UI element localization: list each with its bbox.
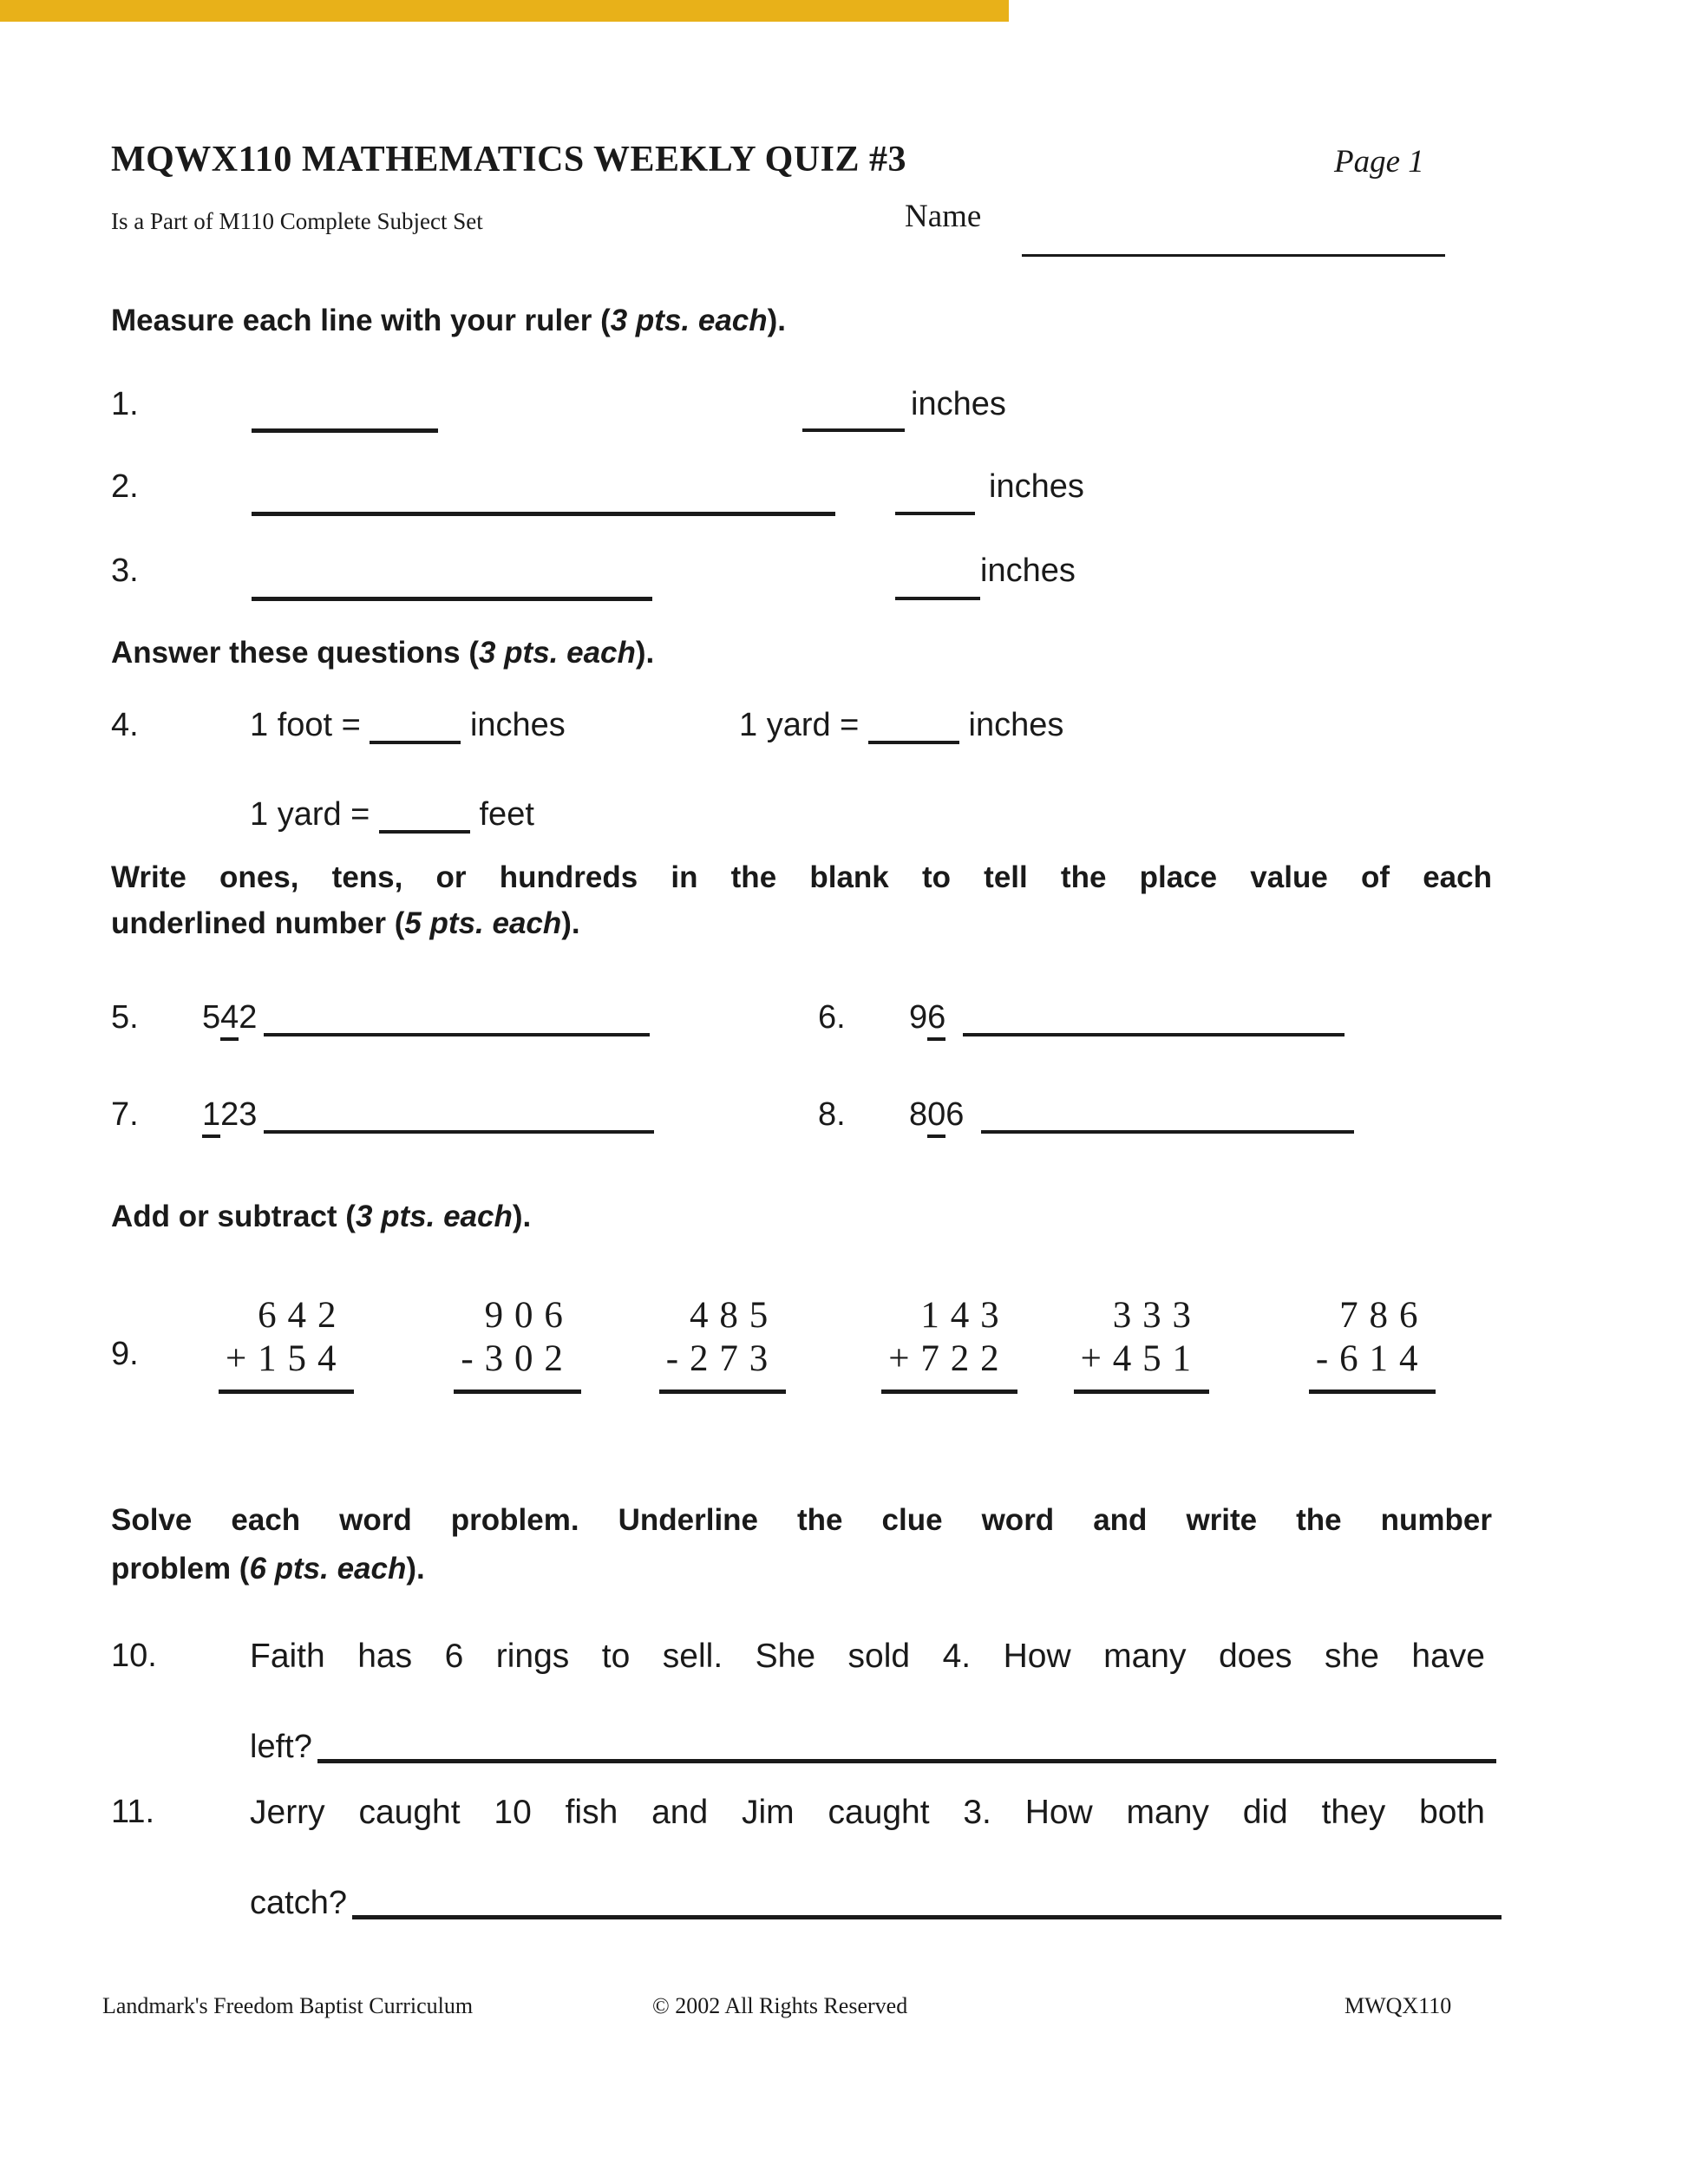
item-1-unit: inches: [911, 386, 1006, 422]
item-11-answer-row: [250, 1885, 1502, 1922]
item-11-text: Jerry caught 10 fish and Jim caught 3. How many did they both: [250, 1794, 1485, 1831]
questions-section-heading: Answer these questions (3 pts. each).: [111, 636, 655, 670]
item-10-answer-label: left?: [250, 1729, 312, 1765]
page-number-label: Page 1: [1334, 144, 1424, 180]
footer-copyright: © 2002 All Rights Reserved: [652, 1993, 908, 2018]
measure-line-3: [252, 597, 652, 601]
arithmetic-problem-6: 786 -614: [1309, 1294, 1436, 1394]
item-5: 5. 542: [111, 999, 650, 1036]
scan-artifact-strip: [0, 0, 1009, 22]
measure-line-1: [252, 428, 438, 433]
measure-line-2: [252, 512, 835, 516]
item-1-number: 1.: [111, 386, 139, 422]
answer-blank-foot-inches: [370, 715, 461, 744]
answer-blank-1: [802, 428, 905, 432]
item-4-number: 4.: [111, 707, 139, 743]
item-9-number: 9.: [111, 1336, 139, 1372]
word-problems-heading-line2: problem (6 pts. each).: [111, 1552, 425, 1586]
answer-blank-11: [352, 1915, 1502, 1919]
place-value-heading-line2: underlined number (5 pts. each).: [111, 906, 580, 940]
answer-blank-7: [264, 1104, 654, 1134]
word-problems-section-heading: [111, 1496, 1492, 1593]
answer-blank-3: [895, 597, 980, 600]
arithmetic-problem-1: 642 +154: [219, 1294, 354, 1394]
page-title: MQWX110 MATHEMATICS WEEKLY QUIZ #3: [111, 140, 907, 180]
item-3-unit: inches: [980, 553, 1076, 589]
answer-blank-8: [981, 1104, 1354, 1134]
measure-section-heading: Measure each line with your ruler (3 pts. each).: [111, 304, 787, 337]
item-4-equation-3: 1 yard = feet: [250, 796, 534, 833]
arithmetic-problem-3: 485 -273: [659, 1294, 786, 1394]
name-blank-line: [1022, 254, 1445, 257]
answer-blank-yard-inches: [868, 715, 959, 744]
item-10-text: Faith has 6 rings to sell. She sold 4. How many does she have: [250, 1638, 1485, 1675]
item-11-number: 11.: [111, 1794, 155, 1830]
arithmetic-problem-4: 143 +722: [881, 1294, 1017, 1394]
item-4-equation-1: 1 foot = inches: [250, 707, 566, 743]
item-8: 8. 806: [818, 1096, 1354, 1134]
underlined-digit: 0: [927, 1096, 945, 1138]
answer-blank-10: [317, 1759, 1496, 1763]
subtitle: Is a Part of M110 Complete Subject Set: [111, 208, 483, 234]
arithmetic-section-heading: Add or subtract (3 pts. each).: [111, 1200, 532, 1233]
footer-publisher: Landmark's Freedom Baptist Curriculum: [102, 1993, 474, 2018]
arithmetic-problem-2: 906 -302: [454, 1294, 580, 1394]
name-label: Name: [905, 199, 982, 234]
word-problems-heading-line1: Solve each word problem. Underline the clue word and write the number: [111, 1503, 1492, 1537]
arithmetic-problem-5: 333 +451: [1074, 1294, 1209, 1394]
answer-blank-yard-feet: [379, 804, 470, 834]
item-2-number: 2.: [111, 468, 139, 505]
place-value-section-heading: [111, 854, 1492, 946]
underlined-digit: 4: [220, 999, 239, 1041]
underlined-digit: 6: [927, 999, 945, 1041]
arithmetic-problems-row: [219, 1294, 1436, 1394]
item-4-equation-2: 1 yard = inches: [739, 707, 1064, 743]
item-3-number: 3.: [111, 553, 139, 589]
underlined-digit: 1: [202, 1096, 220, 1138]
answer-blank-6: [963, 1007, 1345, 1036]
answer-blank-2: [895, 512, 975, 515]
item-10-answer-row: [250, 1729, 1496, 1766]
item-7: 7. 123: [111, 1096, 654, 1134]
item-10-number: 10.: [111, 1638, 157, 1674]
item-2-unit: inches: [989, 468, 1084, 505]
footer-code: MWQX110: [1345, 1993, 1452, 2018]
item-6: 6. 96: [818, 999, 1345, 1036]
answer-blank-5: [264, 1007, 650, 1036]
place-value-heading-line1: Write ones, tens, or hundreds in the blank to tell the place value of each: [111, 860, 1492, 894]
item-11-answer-label: catch?: [250, 1885, 347, 1921]
